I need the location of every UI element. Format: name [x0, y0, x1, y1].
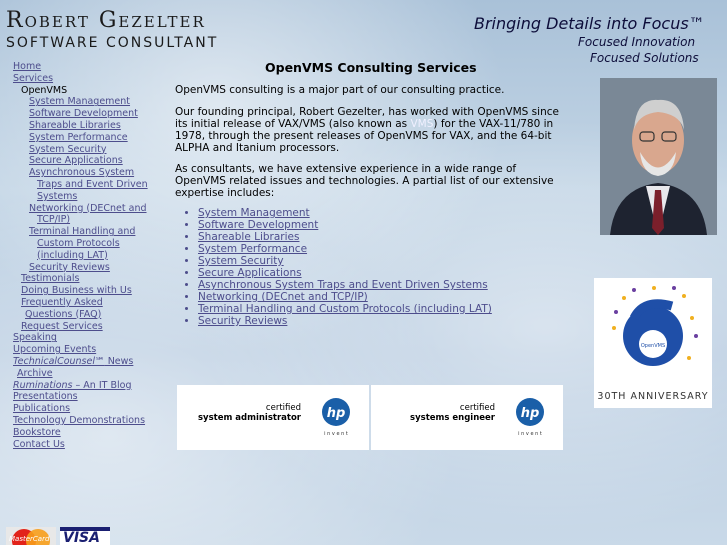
- cert-top: certified: [265, 403, 301, 413]
- nav-item[interactable]: System Management: [29, 96, 131, 108]
- certified-systems-engineer-badge: [371, 385, 563, 450]
- nav-item[interactable]: Publications: [13, 403, 71, 415]
- visa-text: VISA: [63, 530, 100, 545]
- page-title: OpenVMS Consulting Services: [265, 60, 477, 75]
- nav-item[interactable]: TCP/IP): [37, 214, 71, 226]
- nav-item[interactable]: Shareable Libraries: [29, 119, 121, 131]
- history-paragraph: [175, 106, 565, 154]
- nav-item[interactable]: Doing Business with Us: [21, 285, 132, 297]
- nav-item[interactable]: Presentations: [13, 391, 78, 403]
- mastercard-icon: [6, 527, 56, 545]
- anniversary-caption: 30TH ANNIVERSARY: [597, 391, 709, 402]
- nav-item: OpenVMS: [21, 84, 68, 96]
- site-logo-name: Robert Gezelter: [6, 8, 206, 33]
- nav-item[interactable]: System Performance: [29, 131, 128, 143]
- expertise-item[interactable]: • Secure Applications: [198, 267, 492, 279]
- tagline: Bringing Details into Focus™: [474, 14, 705, 33]
- expertise-item[interactable]: • Software Development: [198, 219, 492, 231]
- nav-item[interactable]: Frequently Asked: [21, 296, 103, 308]
- expertise-paragraph: As consultants, we have extensive experience in a wide range of OpenVMS related issues and technologies. A partial list of our extensive expertise includes:: [175, 163, 554, 199]
- nav-item[interactable]: Networking (DECnet and: [29, 202, 147, 214]
- nav-item[interactable]: Archive: [17, 367, 53, 379]
- openvms-brand: OpenVMS: [640, 343, 666, 349]
- intro-paragraph: OpenVMS consulting is a major part of our consulting practice.: [175, 84, 505, 96]
- nav-item[interactable]: Asynchronous System: [29, 167, 135, 179]
- openvms-anniversary-logo: [594, 278, 712, 408]
- nav-item[interactable]: Bookstore: [13, 426, 61, 438]
- sidebar-nav: [13, 61, 163, 450]
- nav-item[interactable]: TechnicalCounsel℠ News: [13, 355, 134, 367]
- hp-invent: i n v e n t: [518, 431, 542, 437]
- expertise-item[interactable]: • Terminal Handling and Custom Protocols (including LAT): [198, 303, 492, 315]
- nav-item[interactable]: Upcoming Events: [13, 344, 97, 356]
- nav-item[interactable]: Testimonials: [21, 273, 80, 285]
- expertise-item[interactable]: • Asynchronous System Traps and Event Driven Systems: [198, 279, 492, 291]
- history-text-1: Our founding principal, Robert Gezelter, has worked with OpenVMS since its initial release of VAX/VMS (also known as: [175, 106, 559, 130]
- nav-item[interactable]: Technology Demonstrations: [13, 414, 146, 426]
- expertise-item[interactable]: • System Performance: [198, 243, 492, 255]
- nav-item[interactable]: Questions (FAQ): [25, 308, 102, 320]
- portrait-photo: [600, 78, 717, 235]
- expertise-item[interactable]: • Networking (DECnet and TCP/IP): [198, 291, 492, 303]
- hp-text: hp: [520, 406, 540, 421]
- vms-link[interactable]: VMS: [410, 118, 434, 130]
- nav-item[interactable]: Security Reviews: [29, 261, 110, 273]
- cert-title: systems engineer: [410, 413, 495, 423]
- tagline-solutions: Focused Solutions: [590, 51, 699, 65]
- nav-item[interactable]: Secure Applications: [29, 155, 123, 167]
- nav-item[interactable]: Terminal Handling and: [29, 226, 136, 238]
- cert-top: certified: [459, 403, 495, 413]
- nav-item[interactable]: (including LAT): [37, 249, 108, 261]
- tagline-innovation: Focused Innovation: [578, 35, 696, 49]
- certified-system-administrator-badge: [177, 385, 369, 450]
- hp-text: hp: [326, 406, 346, 421]
- nav-item[interactable]: Custom Protocols: [37, 237, 120, 249]
- hp-logo-icon: [317, 397, 355, 437]
- nav-item[interactable]: Traps and Event Driven: [37, 178, 148, 190]
- history-text-2: ) for the VAX-11/780 in 1978, through the present releases of OpenVMS for VAX, and the 64-bit ALPHA and Itanium processors.: [175, 118, 554, 154]
- mastercard-text: MasterCard: [9, 535, 50, 543]
- nav-item[interactable]: Systems: [37, 190, 78, 202]
- expertise-item[interactable]: • Security Reviews: [198, 315, 492, 327]
- nav-item[interactable]: System Security: [29, 143, 107, 155]
- expertise-item[interactable]: • System Management: [198, 207, 492, 219]
- nav-item[interactable]: Services: [13, 72, 54, 84]
- visa-icon: [60, 527, 110, 545]
- hp-invent: i n v e n t: [324, 431, 348, 437]
- nav-item[interactable]: Software Development: [29, 108, 138, 120]
- nav-item[interactable]: Contact Us: [13, 438, 65, 450]
- nav-item[interactable]: Request Services: [21, 320, 103, 332]
- nav-item[interactable]: Ruminations – An IT Blog: [13, 379, 132, 391]
- nav-item[interactable]: Speaking: [13, 332, 57, 344]
- expertise-list: [190, 207, 492, 327]
- expertise-item[interactable]: • Shareable Libraries: [198, 231, 492, 243]
- site-logo-subtitle: SOFTWARE CONSULTANT: [6, 35, 219, 51]
- expertise-item[interactable]: • System Security: [198, 255, 492, 267]
- hp-logo-icon: [511, 397, 549, 437]
- nav-item[interactable]: Home: [13, 61, 42, 72]
- cert-title: system administrator: [197, 413, 301, 423]
